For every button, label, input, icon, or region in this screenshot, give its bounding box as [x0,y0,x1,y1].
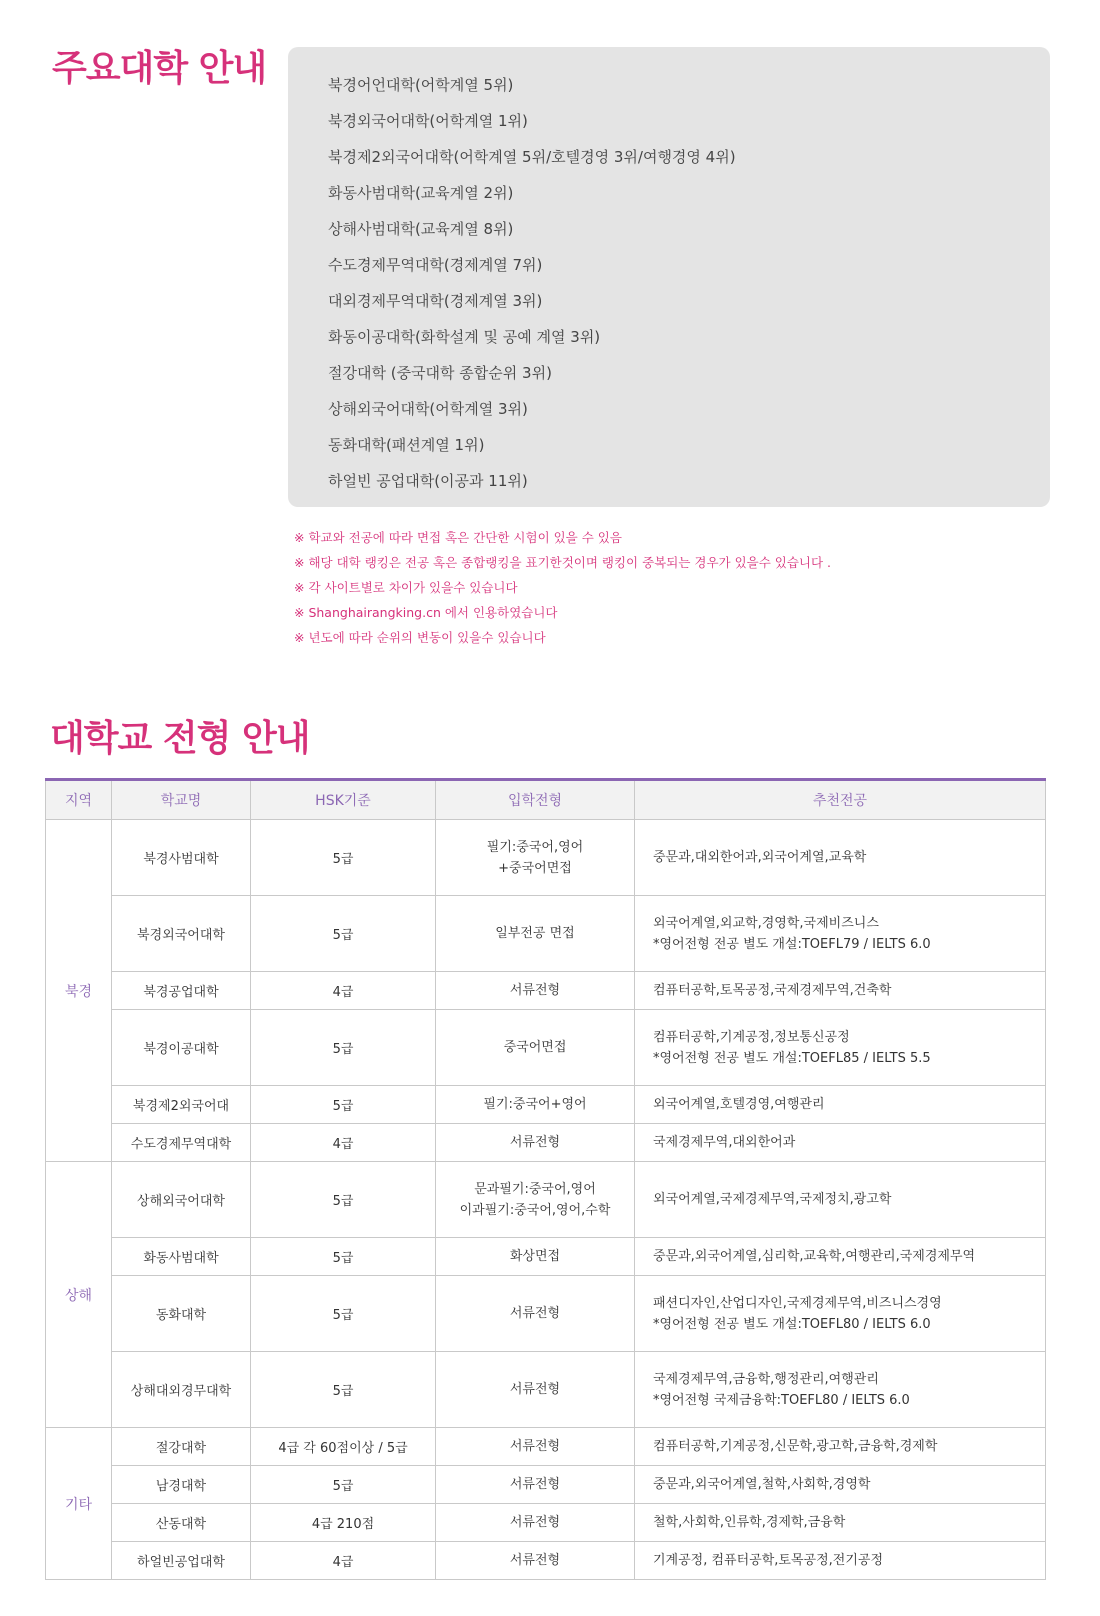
table-row [46,1124,1046,1162]
university-list-box [288,47,1050,507]
university-item: 북경어언대학(어학계열 5위) [328,76,514,94]
table-row [46,1466,1046,1504]
admission-line: +중국어면접 [498,860,572,876]
admission-line: 서류전형 [509,1382,561,1397]
university-item: 수도경제무역대학(경제계열 7위) [328,256,543,274]
major-line: 컴퓨터공학,기계공정,신문학,광고학,금융학,경제학 [653,1439,938,1454]
school-name: 상해외국어대학 [112,1162,251,1238]
hsk-level: 5급 [251,1010,436,1086]
note: ※ Shanghairangking.cn 에서 인용하였습니다 [294,605,558,620]
major-line: 컴퓨터공학,토목공정,국제경제무역,건축학 [653,983,892,998]
school-name: 하얼빈공업대학 [112,1542,251,1580]
university-guide-title: 주요대학 안내 [52,48,267,89]
university-item: 상해사범대학(교육계열 8위) [328,220,514,238]
hsk-level: 5급 [251,1086,436,1124]
ranking-notes [294,525,831,650]
admission-line: 필기:중국어,영어 [486,839,584,855]
region-cell: 기타 [46,1428,112,1580]
admission-line: 서류전형 [509,1135,561,1150]
admission-type [436,820,635,896]
table-row [46,1276,1046,1352]
university-list [328,67,736,499]
admission-line: 중국어면접 [503,1040,567,1055]
hsk-level: 4급 [251,1542,436,1580]
admission-guide-title: 대학교 전형 안내 [50,718,310,759]
major-line: 외국어계열,호텔경영,여행관리 [653,1097,825,1112]
major-line: 국제경제무역,대외한어과 [653,1135,796,1150]
region-cell: 상해 [46,1162,112,1428]
school-name: 수도경제무역대학 [112,1124,251,1162]
university-item: 화동이공대학(화학설계 및 공예 계열 3위) [328,328,601,346]
school-name: 북경외국어대학 [112,896,251,972]
university-item: 북경제2외국어대학(어학계열 5위/호텔경영 3위/여행경영 4위) [328,148,736,166]
admission-line: 화상면접 [509,1249,561,1264]
header-hsk: HSK기준 [251,780,436,820]
admission-type [436,1086,635,1124]
recommended-majors [635,1124,1046,1162]
note: ※ 년도에 따라 순위의 변동이 있을수 있습니다 [294,630,546,645]
major-line: 철학,사회학,인류학,경제학,금융학 [653,1515,846,1530]
admission-line: 서류전형 [509,1306,561,1321]
university-item: 대외경제무역대학(경제계열 3위) [328,292,543,310]
admission-type [436,972,635,1010]
header-region: 지역 [46,780,112,820]
note: ※ 학교와 전공에 따라 면접 혹은 간단한 시험이 있을 수 있음 [294,530,622,545]
note: ※ 각 사이트별로 차이가 있을수 있습니다 [294,580,518,595]
table-row [46,1010,1046,1086]
school-name: 화동사범대학 [112,1238,251,1276]
admission-type [436,896,635,972]
school-name: 북경이공대학 [112,1010,251,1086]
admission-type [436,1466,635,1504]
university-item: 상해외국어대학(어학계열 3위) [328,400,528,418]
header-majors: 추천전공 [635,780,1046,820]
university-item: 하얼빈 공업대학(이공과 11위) [328,472,528,490]
major-line: *영어전형 전공 별도 개설:TOEFL79 / IELTS 6.0 [653,936,931,952]
major-line: 중문과,외국어계열,심리학,교육학,여행관리,국제경제무역 [653,1249,976,1264]
recommended-majors [635,820,1046,896]
recommended-majors [635,1162,1046,1238]
table-row [46,820,1046,896]
table-row [46,1086,1046,1124]
admission-type [436,1238,635,1276]
recommended-majors [635,1010,1046,1086]
admission-type [436,1124,635,1162]
admission-type [436,1162,635,1238]
major-line: 패션디자인,산업디자인,국제경제무역,비즈니스경영 [653,1295,942,1311]
recommended-majors [635,1352,1046,1428]
hsk-level: 4급 각 60점이상 / 5급 [251,1428,436,1466]
hsk-level: 4급 210점 [251,1504,436,1542]
table-row [46,1238,1046,1276]
admission-line: 필기:중국어+영어 [483,1097,587,1112]
university-item: 동화대학(패션계열 1위) [328,436,485,454]
recommended-majors [635,1466,1046,1504]
hsk-level: 5급 [251,1238,436,1276]
major-line: *영어전형 국제금융학:TOEFL80 / IELTS 6.0 [653,1392,910,1408]
recommended-majors [635,1504,1046,1542]
university-item: 절강대학 (중국대학 종합순위 3위) [328,364,552,382]
admission-line: 서류전형 [509,1553,561,1568]
admission-line: 서류전형 [509,1477,561,1492]
school-name: 상해대외경무대학 [112,1352,251,1428]
admission-line: 문과필기:중국어,영어 [474,1181,596,1197]
recommended-majors [635,896,1046,972]
recommended-majors [635,972,1046,1010]
university-item: 화동사범대학(교육계열 2위) [328,184,514,202]
admission-type [436,1352,635,1428]
region-cell: 북경 [46,820,112,1162]
school-name: 북경사범대학 [112,820,251,896]
header-school: 학교명 [112,780,251,820]
admission-line: 서류전형 [509,1439,561,1454]
school-name: 북경제2외국어대 [112,1086,251,1124]
hsk-level: 5급 [251,1466,436,1504]
university-item: 북경외국어대학(어학계열 1위) [328,112,528,130]
table-row [46,1428,1046,1466]
table-header-row [46,780,1046,820]
hsk-level: 4급 [251,1124,436,1162]
note: ※ 해당 대학 랭킹은 전공 혹은 종합랭킹을 표기한것이며 랭킹이 중복되는 경우가 있을수 있습니다 . [294,555,832,570]
table-row [46,1352,1046,1428]
major-line: *영어전형 전공 별도 개설:TOEFL85 / IELTS 5.5 [653,1050,931,1066]
hsk-level: 5급 [251,1352,436,1428]
hsk-level: 4급 [251,972,436,1010]
hsk-level: 5급 [251,896,436,972]
school-name: 산동대학 [112,1504,251,1542]
admission-table [45,778,1046,1580]
major-line: 국제경제무역,금융학,행정관리,여행관리 [653,1371,879,1387]
hsk-level: 5급 [251,820,436,896]
admission-line: 서류전형 [509,1515,561,1530]
major-line: 컴퓨터공학,기계공정,정보통신공정 [653,1029,850,1045]
school-name: 절강대학 [112,1428,251,1466]
recommended-majors [635,1542,1046,1580]
major-line: 중문과,외국어계열,철학,사회학,경영학 [653,1477,871,1492]
school-name: 동화대학 [112,1276,251,1352]
major-line: 중문과,대외한어과,외국어계열,교육학 [653,850,867,865]
major-line: 기계공정, 컴퓨터공학,토목공정,전기공정 [653,1553,884,1568]
admission-line: 이과필기:중국어,영어,수학 [459,1202,611,1218]
hsk-level: 5급 [251,1162,436,1238]
table-row [46,1504,1046,1542]
recommended-majors [635,1086,1046,1124]
recommended-majors [635,1276,1046,1352]
table-row [46,1162,1046,1238]
school-name: 북경공업대학 [112,972,251,1010]
admission-type [436,1542,635,1580]
admission-line: 일부전공 면접 [495,926,575,941]
table-row [46,1542,1046,1580]
hsk-level: 5급 [251,1276,436,1352]
school-name: 남경대학 [112,1466,251,1504]
admission-type [436,1428,635,1466]
major-line: 외국어계열,국제경제무역,국제정치,광고학 [653,1192,892,1207]
header-admission: 입학전형 [436,780,635,820]
admission-type [436,1010,635,1086]
admission-type [436,1504,635,1542]
admission-line: 서류전형 [509,983,561,998]
major-line: *영어전형 전공 별도 개설:TOEFL80 / IELTS 6.0 [653,1316,931,1332]
admission-type [436,1276,635,1352]
table-row [46,896,1046,972]
recommended-majors [635,1428,1046,1466]
table-row [46,972,1046,1010]
recommended-majors [635,1238,1046,1276]
major-line: 외국어계열,외교학,경영학,국제비즈니스 [653,915,879,931]
